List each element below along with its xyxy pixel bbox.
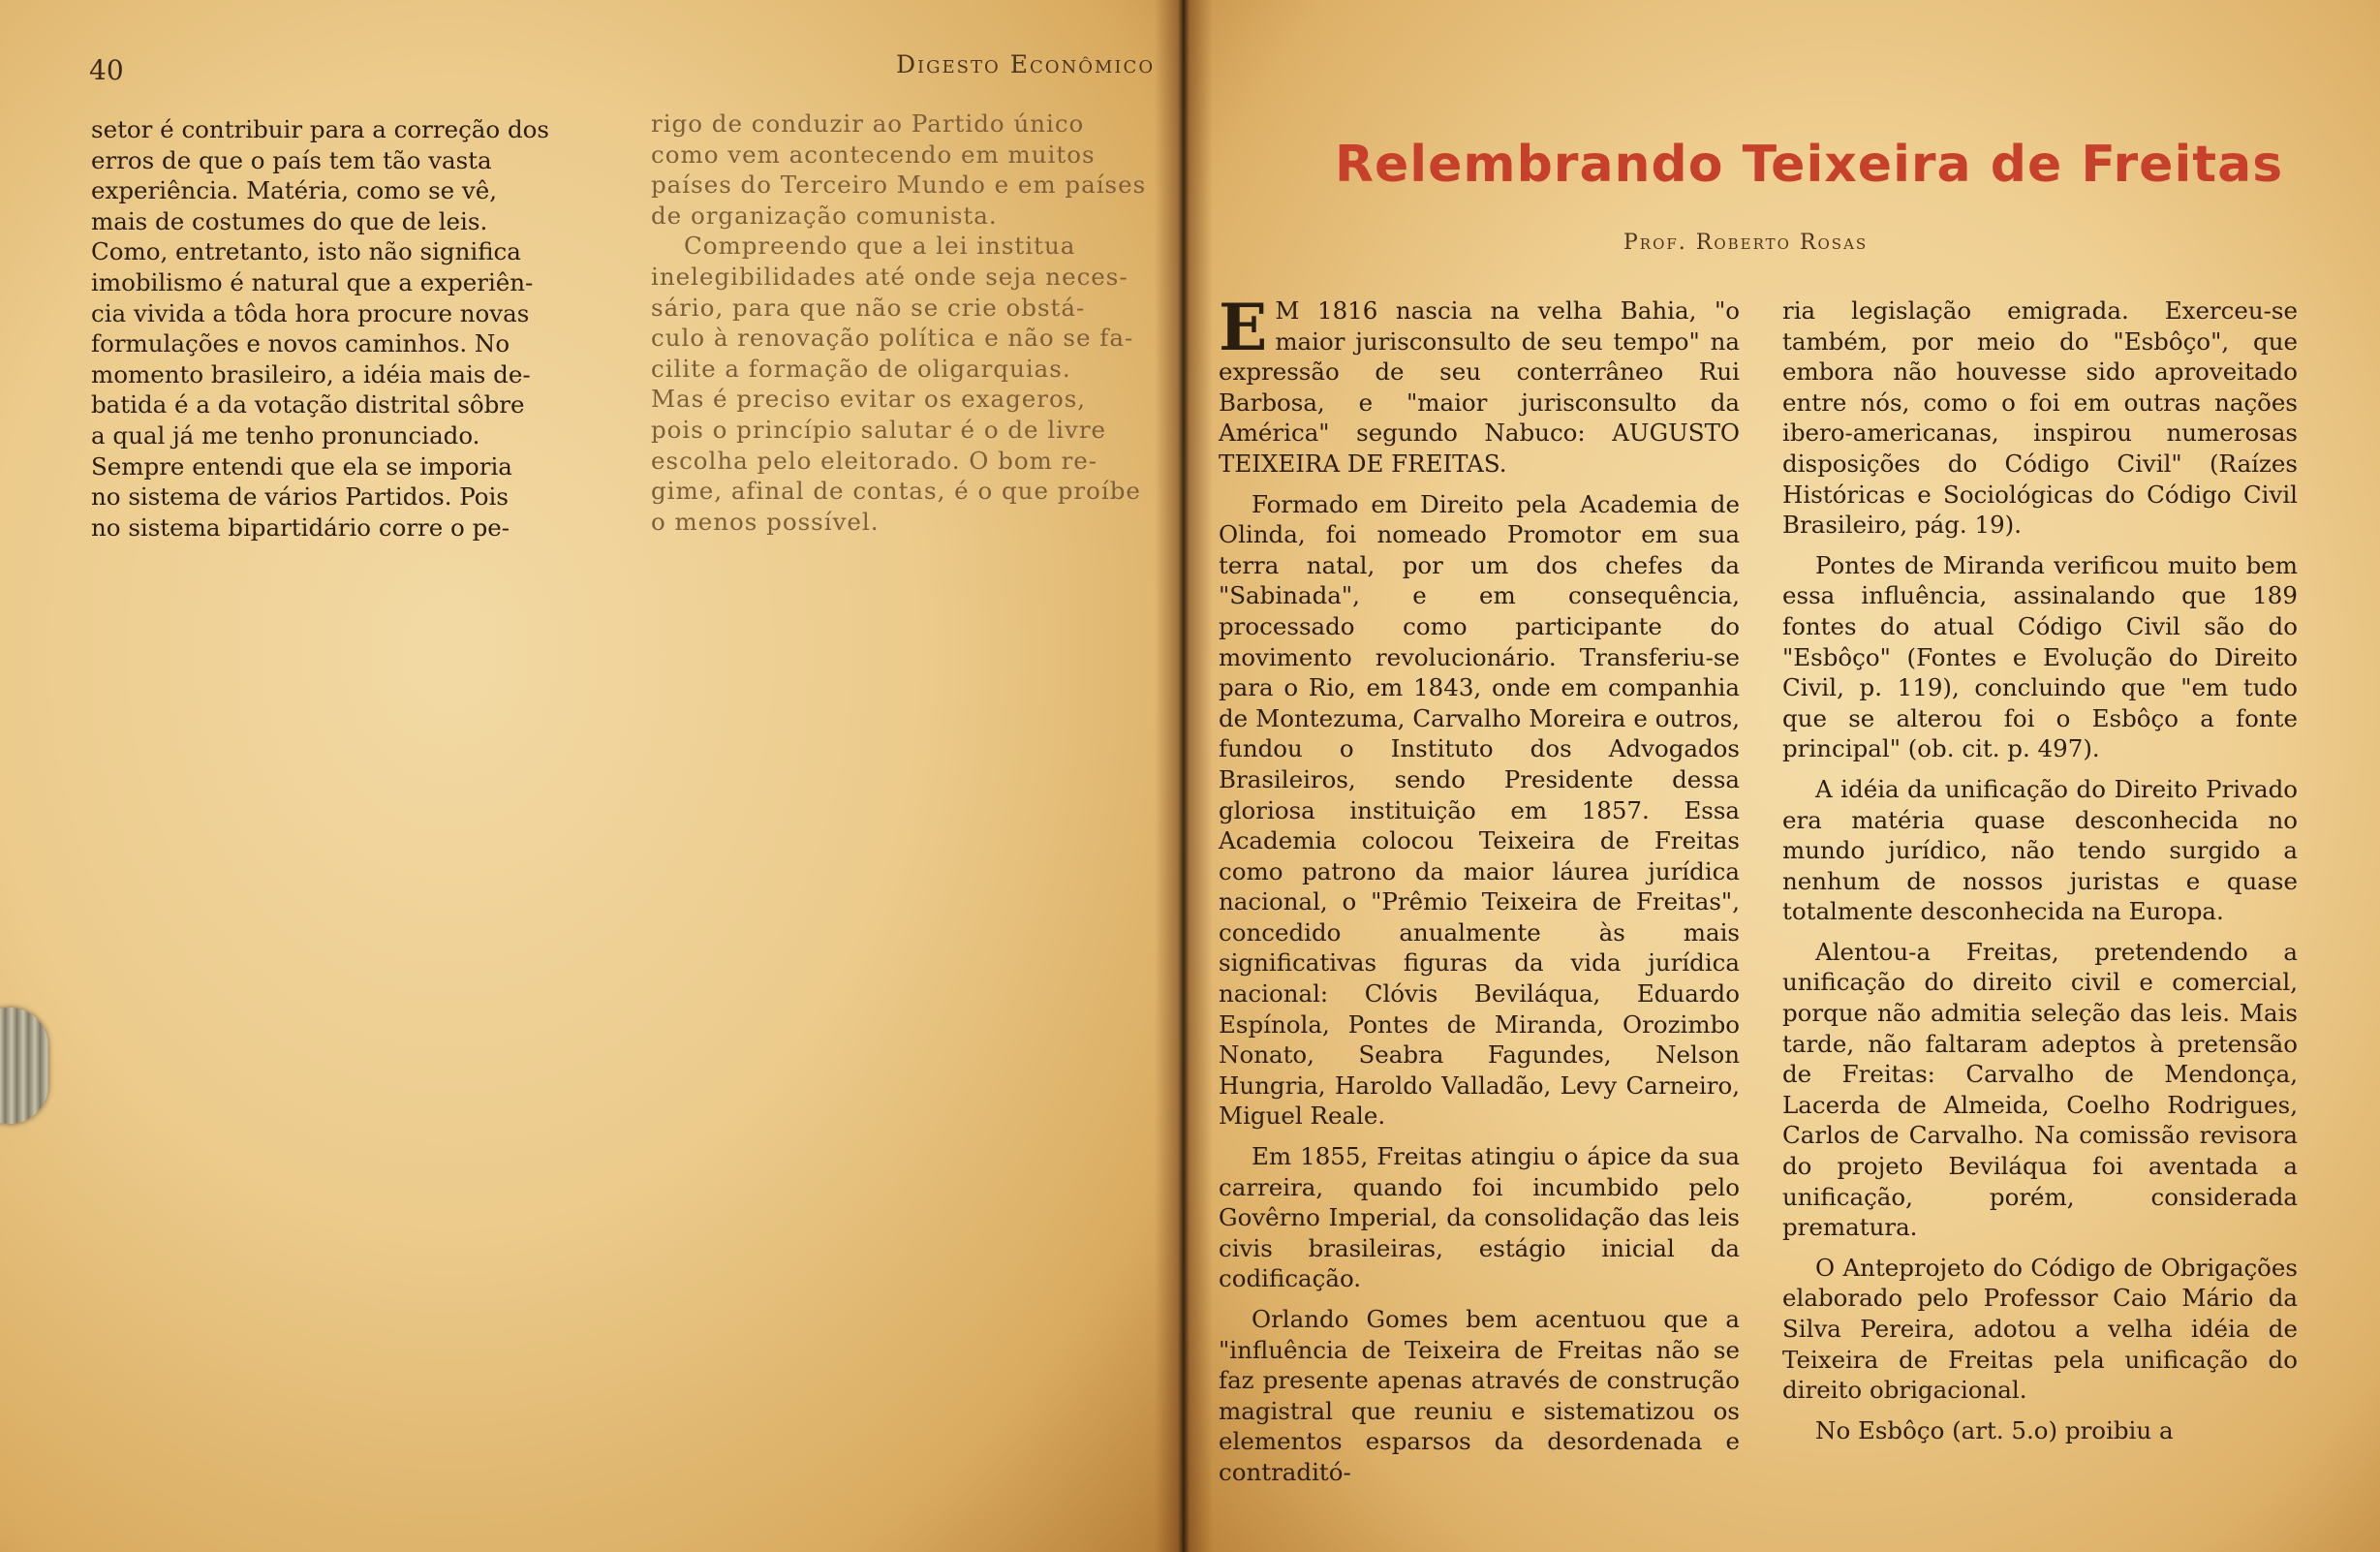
text-line: de organização comunista.: [651, 201, 998, 230]
running-head: Digesto Econômico: [896, 50, 1156, 78]
paragraph: O Anteprojeto do Código de Obrigações elaborado pelo Professor Caio Mário da Silva Pereira, adotou a velha idéia de Teixeira de Freitas pela unificação do direito obrigacional.: [1782, 1253, 2298, 1405]
right-column-1: [1219, 290, 1740, 1498]
paragraph-text: M 1816 nascia na velha Bahia, "o maior jurisconsulto de seu tempo" na expressão de seu conterrâneo Rui Barbosa, e "maior jurisconsulto da América" segundo Nabuco: AUGUSTO TEIXEIRA DE FREITAS.: [1219, 296, 1740, 478]
paragraph: A idéia da unificação do Direito Privado era matéria quase desconhecida no mundo jurídico, não tendo surgido a nenhum de nossos juristas e quase totalmente desconhecida na Europa.: [1782, 774, 2298, 926]
text-line: escolha pelo eleitorado. O bom re-: [651, 446, 1098, 475]
paragraph: ria legislação emigrada. Exerceu-se também, por meio do "Esbôço", que embora não houvesse sido aproveitado entre nós, como o foi em outras nações ibero-americanas, inspirou numerosas disposições do Código Civil" (Raízes Históricas e Sociológicas do Código Civil Brasileiro, pág. 19).: [1782, 296, 2298, 540]
binding-clip: [0, 1008, 48, 1124]
right-column-2: [1782, 295, 2298, 1455]
text-line: imobilismo é natural que a experiên-: [91, 267, 534, 296]
left-column-1: [91, 114, 604, 543]
left-page: [0, 0, 1184, 1552]
text-line: setor é contribuir para a correção dos: [91, 115, 549, 143]
text-line: Como, entretanto, isto não significa: [91, 237, 521, 266]
paragraph: [1219, 290, 1740, 480]
text-line: erros de que o país tem tão vasta: [91, 145, 492, 174]
text-line: batida é a da votação distrital sôbre: [91, 390, 525, 419]
text-line: no sistema de vários Partidos. Pois: [91, 482, 509, 512]
text-line: países do Terceiro Mundo e em países: [651, 171, 1147, 200]
paragraph: Formado em Direito pela Academia de Olinda, foi nomeado Promotor em sua terra natal, por um dos chefes da "Sabinada", e em consequência, processado como participante do movimento revolucionário. Transferiu-se para o Rio, em 1843, onde em companhia de Montezuma, Carvalho Moreira e outros, fundou o Instituto dos Advogados Brasileiros, sendo Presidente dessa gloriosa instituição em 1857. Essa Academia colocou Teixeira de Freitas como patrono da maior láurea jurídica nacional, o "Prêmio Teixeira de Freitas", concedido anualmente às mais significativas figuras da vida jurídica nacional: Clóvis Beviláqua, Eduardo Espínola, Pontes de Miranda, Orozimbo Nonato, Seabra Fagundes, Nelson Hungria, Haroldo Valladão, Levy Carneiro, Miguel Reale.: [1219, 489, 1740, 1131]
text-line: gime, afinal de contas, é o que proíbe: [651, 477, 1141, 506]
drop-cap: E: [1219, 290, 1268, 365]
text-line: pois o princípio salutar é o de livre: [651, 415, 1107, 444]
paragraph: Orlando Gomes bem acentuou que a "influência de Teixeira de Freitas não se faz presente apenas através de construção magistral que reuniu e sistematizou os elementos esparsos da desordenada e contraditó-: [1219, 1305, 1740, 1486]
article-author: Prof. Roberto Rosas: [1623, 231, 1869, 255]
text-line: Compreendo que a lei institua: [684, 232, 1076, 261]
text-line: Mas é preciso evitar os exageros,: [651, 385, 1087, 414]
text-line: formulações e novos caminhos. No: [91, 329, 510, 358]
paragraph: No Esbôço (art. 5.o) proibiu a: [1815, 1415, 2174, 1444]
paragraph: Em 1855, Freitas atingiu o ápice da sua carreira, quando foi incumbido pelo Govêrno Imperial, da consolidação das leis civis brasileiras, estágio inicial da codificação.: [1219, 1142, 1740, 1293]
text-line: o menos possível.: [651, 507, 880, 536]
text-line: cia vivida a tôda hora procure novas: [91, 298, 530, 327]
left-column-2: [651, 109, 1184, 537]
paragraph: Alentou-a Freitas, pretendendo a unificação do direito civil e comercial, porque não admitia seleção das leis. Mais tarde, não faltaram adeptos à pretensão de Freitas: Carvalho de Mendonça, Lacerda de Almeida, Coelho Rodrigues, Carlos de Carvalho. Na comissão revisora do projeto Beviláqua foi aventada a unificação, porém, considerada prematura.: [1782, 937, 2298, 1242]
text-line: a qual já me tenho pronunciado.: [91, 420, 480, 450]
text-line: experiência. Matéria, como se vê,: [91, 176, 498, 205]
text-line: inelegibilidades até onde seja neces-: [651, 262, 1128, 291]
book-gutter: [1155, 0, 1213, 1552]
text-line: cilite a formação de oligarquias.: [651, 354, 1071, 383]
text-line: momento brasileiro, a idéia mais de-: [91, 359, 531, 388]
text-line: como vem acontecendo em muitos: [651, 140, 1096, 169]
paragraph: Pontes de Miranda verificou muito bem essa influência, assinalando que 189 fontes do atual Código Civil são do "Esbôço" (Fontes e Evolução do Direito Civil, p. 119), concluindo que "em tudo que se alterou foi o Esbôço a fonte principal" (ob. cit. p. 497).: [1782, 550, 2298, 763]
page-number: 40: [89, 54, 124, 86]
text-line: mais de costumes do que de leis.: [91, 206, 488, 235]
text-line: no sistema bipartidário corre o pe-: [91, 512, 510, 542]
article-title: Relembrando Teixeira de Freitas: [1335, 136, 2284, 194]
text-line: rigo de conduzir ao Partido único: [651, 109, 1085, 138]
text-line: culo à renovação política e não se fa-: [651, 324, 1134, 353]
text-line: sário, para que não se crie obstá-: [651, 293, 1086, 322]
text-line: Sempre entendi que ela se imporia: [91, 451, 512, 481]
